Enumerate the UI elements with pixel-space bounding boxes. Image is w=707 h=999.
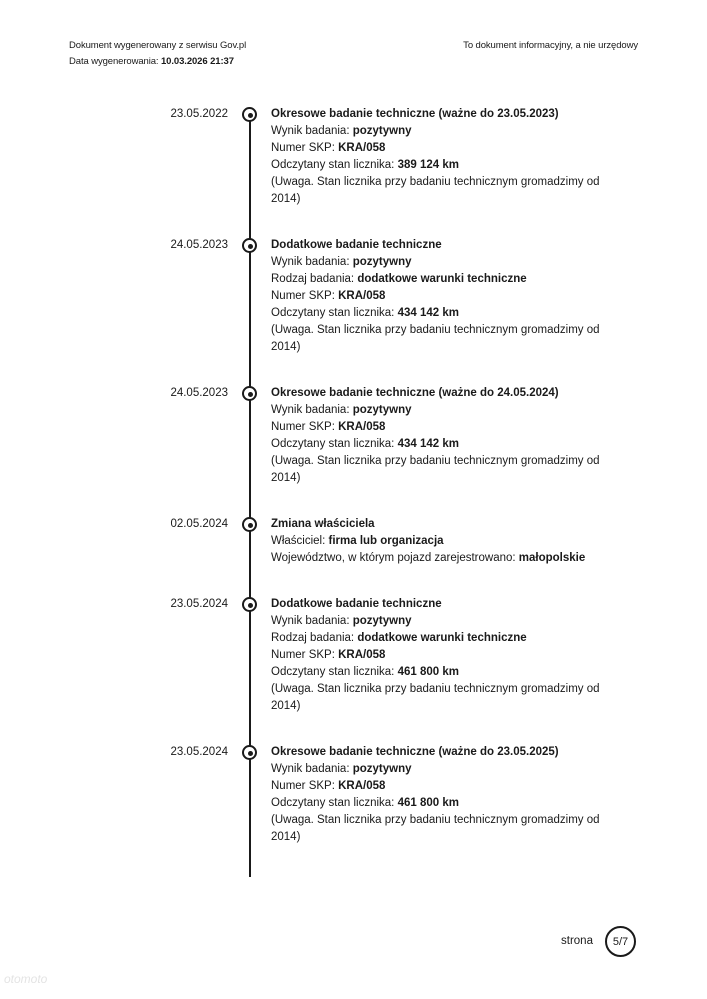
field-label: Wynik badania: <box>271 404 353 416</box>
entry-date: 24.05.2023 <box>170 239 228 251</box>
field-value: pozytywny <box>352 763 412 775</box>
field-label: Wynik badania: <box>271 763 353 775</box>
entry-title: Okresowe badanie techniczne (ważne do 23.05.2023) <box>271 108 559 120</box>
timeline-dot-icon <box>242 745 257 760</box>
field-value: 434 142 km <box>397 307 459 319</box>
entry-field <box>271 305 621 322</box>
field-label: Odczytany stan licznika: <box>271 159 398 171</box>
entry-note: (Uwaga. Stan licznika przy badaniu technicznym gromadzimy od 2014) <box>271 683 600 712</box>
entry-field <box>271 647 621 664</box>
timeline-dot-icon <box>242 386 257 401</box>
page-label: strona <box>561 935 593 947</box>
timeline-dot-icon <box>242 107 257 122</box>
entry-field <box>271 123 621 140</box>
generated-date-line <box>69 56 234 67</box>
entry-field <box>271 157 621 174</box>
field-label: Odczytany stan licznika: <box>271 797 398 809</box>
entry-date: 02.05.2024 <box>170 518 228 530</box>
field-value: 389 124 km <box>397 159 459 171</box>
field-label: Numer SKP: <box>271 780 339 792</box>
entry-field <box>271 664 621 681</box>
timeline-dot-icon <box>242 517 257 532</box>
entry-field <box>271 140 621 157</box>
entry-body <box>271 385 621 487</box>
entry-field <box>271 778 621 795</box>
timeline-dot-icon <box>242 238 257 253</box>
field-label: Rodzaj badania: <box>271 632 358 644</box>
generated-from-text: Dokument wygenerowany z serwisu Gov.pl <box>69 40 247 51</box>
entry-field <box>271 419 621 436</box>
entry-field <box>271 288 621 305</box>
field-label: Odczytany stan licznika: <box>271 666 398 678</box>
entry-field <box>271 761 621 778</box>
entry-note: (Uwaga. Stan licznika przy badaniu technicznym gromadzimy od 2014) <box>271 814 600 843</box>
page-number: 5/7 <box>612 935 629 948</box>
field-value: pozytywny <box>352 256 412 268</box>
entry-date: 23.05.2024 <box>170 746 228 758</box>
entry-body <box>271 596 621 715</box>
entry-title: Okresowe badanie techniczne (ważne do 24.05.2024) <box>271 387 559 399</box>
generated-date-label: Data wygenerowania: <box>69 56 161 67</box>
field-label: Numer SKP: <box>271 142 339 154</box>
page-number-badge <box>605 926 636 957</box>
entry-date: 23.05.2022 <box>170 108 228 120</box>
field-value: 461 800 km <box>397 797 459 809</box>
field-value: firma lub organizacja <box>328 535 444 547</box>
field-value: dodatkowe warunki techniczne <box>357 632 527 644</box>
field-value: pozytywny <box>352 125 412 137</box>
field-value: KRA/058 <box>338 649 386 661</box>
disclaimer-text: To dokument informacyjny, a nie urzędowy <box>463 40 638 51</box>
field-label: Województwo, w którym pojazd zarejestrowano: <box>271 552 519 564</box>
entry-note: (Uwaga. Stan licznika przy badaniu technicznym gromadzimy od 2014) <box>271 455 600 484</box>
entry-note: (Uwaga. Stan licznika przy badaniu technicznym gromadzimy od 2014) <box>271 324 600 353</box>
entry-body <box>271 237 621 356</box>
field-value: 434 142 km <box>397 438 459 450</box>
field-label: Numer SKP: <box>271 290 339 302</box>
entry-field <box>271 271 621 288</box>
timeline-dot-icon <box>242 597 257 612</box>
field-value: małopolskie <box>518 552 586 564</box>
field-value: dodatkowe warunki techniczne <box>357 273 527 285</box>
field-label: Odczytany stan licznika: <box>271 307 398 319</box>
entry-field <box>271 550 621 567</box>
watermark-text: otomoto <box>4 972 48 986</box>
entry-title: Okresowe badanie techniczne (ważne do 23.05.2025) <box>271 746 559 758</box>
entry-body <box>271 106 621 208</box>
entry-body <box>271 744 621 846</box>
entry-field <box>271 613 621 630</box>
field-label: Wynik badania: <box>271 256 353 268</box>
field-value: 461 800 km <box>397 666 459 678</box>
timeline-line <box>249 114 251 877</box>
entry-title: Zmiana właściciela <box>271 518 375 530</box>
field-label: Wynik badania: <box>271 615 353 627</box>
field-label: Rodzaj badania: <box>271 273 358 285</box>
entry-note: (Uwaga. Stan licznika przy badaniu technicznym gromadzimy od 2014) <box>271 176 600 205</box>
entry-title: Dodatkowe badanie techniczne <box>271 239 442 251</box>
field-value: KRA/058 <box>338 142 386 154</box>
entry-field <box>271 630 621 647</box>
field-label: Właściciel: <box>271 535 329 547</box>
entry-field <box>271 436 621 453</box>
entry-date: 23.05.2024 <box>170 598 228 610</box>
field-value: KRA/058 <box>338 290 386 302</box>
entry-field <box>271 254 621 271</box>
entry-title: Dodatkowe badanie techniczne <box>271 598 442 610</box>
entry-date: 24.05.2023 <box>170 387 228 399</box>
field-value: pozytywny <box>352 404 412 416</box>
field-label: Numer SKP: <box>271 421 339 433</box>
entry-field <box>271 533 621 550</box>
field-value: KRA/058 <box>338 780 386 792</box>
field-label: Wynik badania: <box>271 125 353 137</box>
field-value: pozytywny <box>352 615 412 627</box>
field-label: Odczytany stan licznika: <box>271 438 398 450</box>
generated-date-value: 10.03.2026 21:37 <box>161 56 234 67</box>
field-value: KRA/058 <box>338 421 386 433</box>
entry-body <box>271 516 621 567</box>
entry-field <box>271 795 621 812</box>
field-label: Numer SKP: <box>271 649 339 661</box>
entry-field <box>271 402 621 419</box>
